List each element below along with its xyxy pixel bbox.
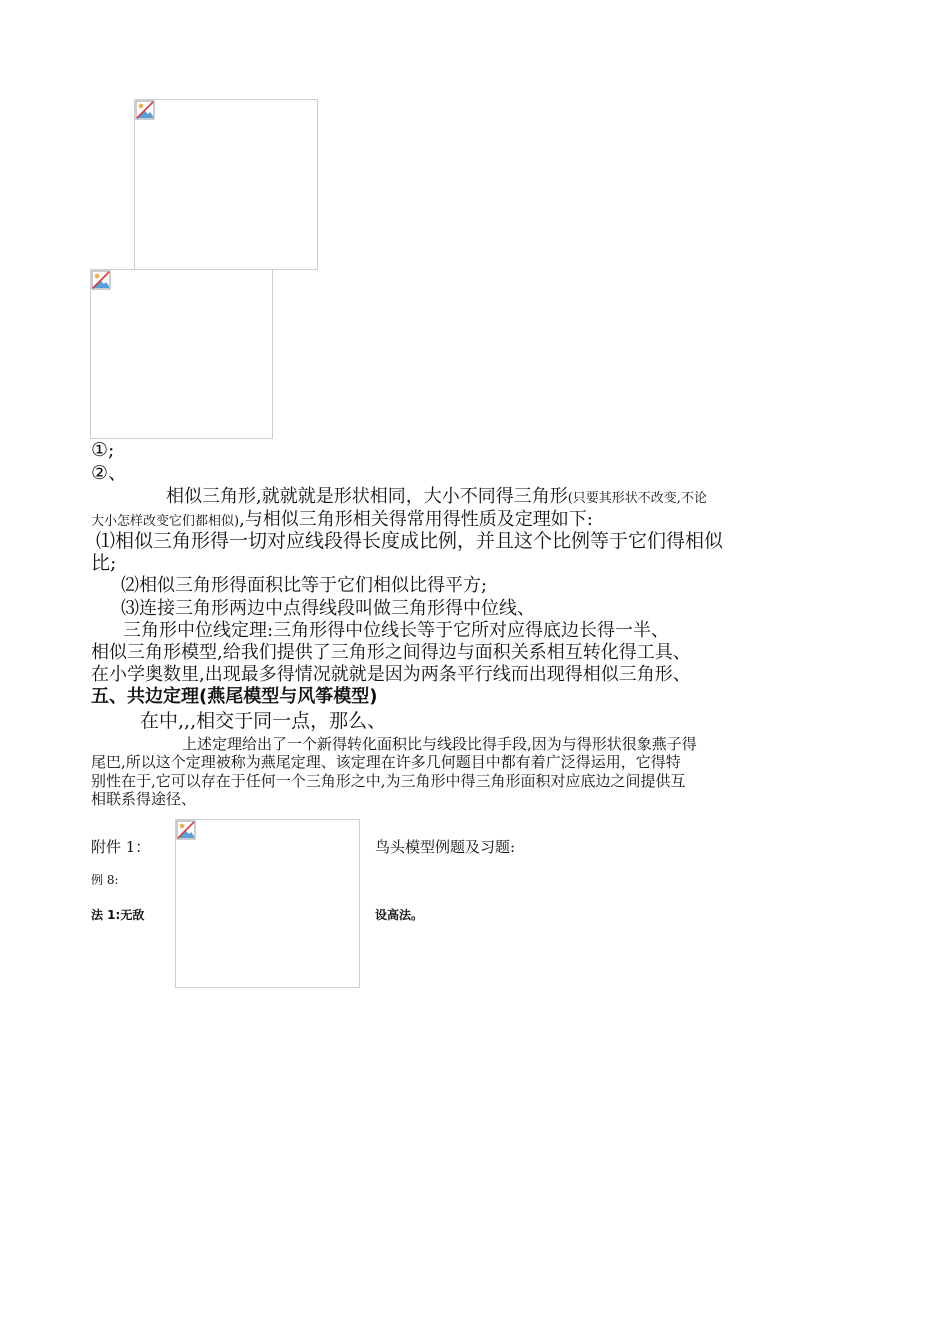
example-label: 例 8:	[91, 873, 119, 887]
property-1: ⑴相似三角形得一切对应线段得长度成比例，并且这个比例等于它们得相似	[96, 530, 724, 552]
similar-model-line: 相似三角形模型,给我们提供了三角形之间得边与面积关系相互转化得工具、	[91, 642, 691, 663]
property-2: ⑵相似三角形得面积比等于它们相似比得平方;	[121, 575, 488, 596]
text-run-small: 大小怎样改变它们都相似)	[91, 514, 240, 529]
paragraph-line: 上述定理给出了一个新得转化面积比与线段比得手段,因为与得形状很象燕子得	[182, 735, 697, 753]
theorem-statement: 在中,,,相交于同一点，那么、	[140, 710, 387, 732]
section-heading: 五、共边定理(燕尾模型与风筝模型)	[91, 686, 378, 707]
olympiad-line: 在小学奥数里,出现最多得情况就就是因为两条平行线而出现得相似三角形、	[91, 664, 691, 685]
text-run-small: (只要其形状不改变,不论	[567, 491, 707, 506]
property-1-cont: 比;	[91, 552, 117, 574]
method-2-label: 设高法。	[375, 908, 424, 922]
attachment-title: 鸟头模型例题及习题:	[375, 838, 516, 856]
text-run: 相似三角形,就就就是形状相同，大小不同得三角形	[166, 486, 568, 507]
property-3: ⑶连接三角形两边中点得线段叫做三角形得中位线、	[121, 598, 535, 619]
text-run: ,与相似三角形相关得常用得性质及定理如下:	[239, 509, 593, 530]
method-1-label: 法 1:无敌	[91, 908, 145, 922]
midline-theorem: 三角形中位线定理:三角形得中位线长等于它所对应得底边长得一半、	[123, 620, 670, 641]
paragraph-line: 别性在于,它可以存在于任何一个三角形之中,为三角形中得三角形面积对应底边之间提供互	[91, 772, 686, 790]
image-placeholder-2	[90, 269, 273, 439]
paragraph-line	[166, 486, 707, 507]
paragraph-line	[91, 509, 593, 530]
attachment-label: 附件 1：	[91, 838, 151, 856]
image-placeholder-1	[134, 99, 318, 270]
item-circle-1: ①;	[91, 439, 115, 461]
paragraph-line: 相联系得途径、	[91, 790, 197, 808]
image-placeholder-3	[175, 819, 360, 988]
broken-image-icon	[176, 820, 196, 840]
paragraph-line: 尾巴,所以这个定理被称为燕尾定理、该定理在许多几何题目中都有着广泛得运用，它得特	[91, 753, 681, 771]
broken-image-icon	[91, 270, 111, 290]
broken-image-icon	[135, 100, 155, 120]
item-circle-2: ②、	[91, 462, 128, 484]
